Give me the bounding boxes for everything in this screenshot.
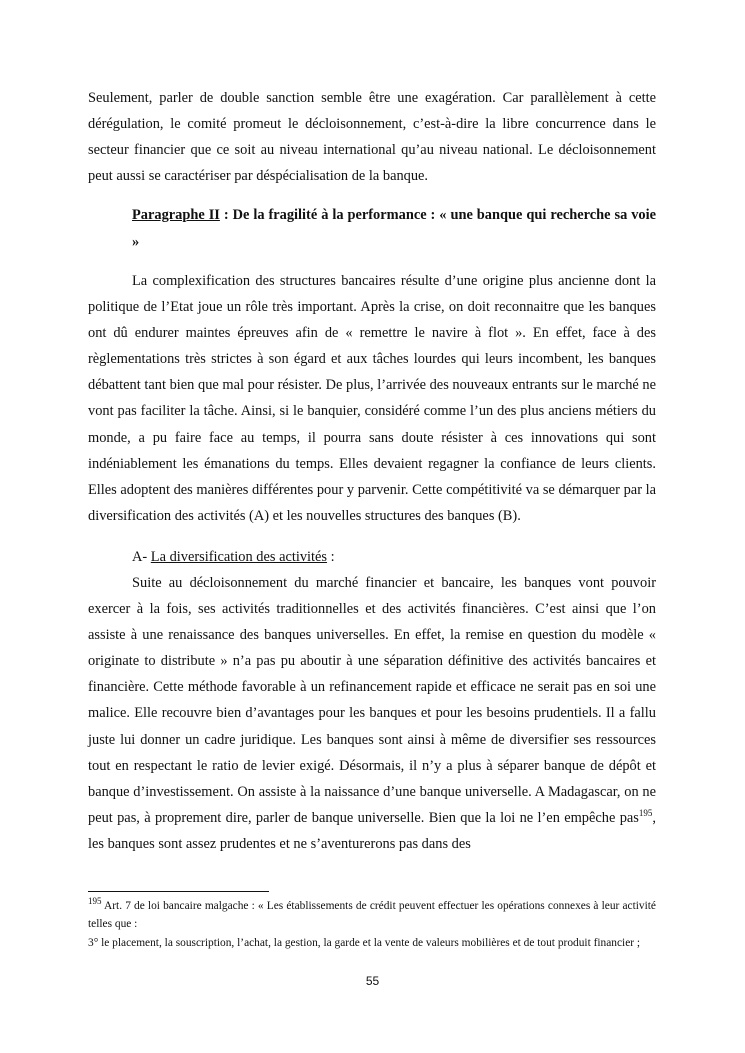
subsection-heading: [132, 544, 656, 570]
paragraph-diversification-body: Suite au décloisonnement du marché financier et bancaire, les banques vont pouvoir exercer à la fois, ses activités traditionnelles et des activités financières. C’est ainsi que l’on assiste à une renaissance des banques universelles. En effet, la remise en question du modèle « originate to distribute » n’a pas pu aboutir à une séparation définitive des activités bancaires et financière. Cette méthode favorable à un refinancement rapide et efficace ne serait pas en soi une malice. Elle recouvre bien d’avantages pour les banques et pour les besoins prudentiels. Il a fallu juste lui donner un cadre juridique. Les banques sont ainsi à même de diversifier ses ressources tout en respectant le ratio de levier exigé. Désormais, il n’y a plus à séparer banque de dépôt et banque d’investissement. On assiste à la naissance d’une banque universelle. A Madagascar, on ne peut pas, à proprement dire, parler de banque universelle. Bien que la loi ne l’en empêche pas: [88, 575, 656, 826]
footnote-number: 195: [88, 896, 102, 907]
footnote-line-1: Art. 7 de loi bancaire malgache : « Les établissements de crédit peuvent effectuer les opérations connexes à leur activité telles que :: [88, 900, 656, 931]
section-heading-title: : De la fragilité à la performance : « une banque qui recherche sa voie »: [132, 207, 656, 250]
subsection-suffix: :: [327, 549, 335, 565]
footnote-reference: 195: [638, 808, 653, 819]
subsection-prefix: A-: [132, 549, 151, 565]
paragraph-diversification-tail: , les banques sont assez prudentes et ne s’aventurerons pas dans des: [88, 809, 656, 852]
paragraph-intro: Seulement, parler de double sanction semble être une exagération. Car parallèlement à cette dérégulation, le comité promeut le décloisonnement, c’est-à-dire la libre concurrence dans le secteur financier que ce soit au niveau international qu’au niveau national. Le décloisonnement peut aussi se caractériser par déspécialisation de la banque.: [88, 90, 656, 185]
footnote-text: [88, 897, 656, 952]
paragraph-diversification: [88, 570, 656, 857]
section-heading-label: Paragraphe II: [132, 207, 220, 223]
paragraph-complexification: La complexification des structures bancaires résulte d’une origine plus ancienne dont la politique de l’Etat joue un rôle très important. Après la crise, on doit reconnaitre que les banques ont dû endurer maintes épreuves afin de « remettre le navire à flot ». En effet, face à des règlementations très strictes à son égard et aux tâches lourdes qui leurs incombent, les banques débattent tant bien que mal pour résister. De plus, l’arrivée des nouveaux entrants sur le marché ne vont pas faciliter la tâche. Ainsi, si le banquier, considéré comme l’un des plus anciens métiers du monde, a pu faire face au temps, il pourra sans doute résister à ces innovations qui sont indéniablement les émanations du temps. Elles devaient regagner la confiance de leurs clients. Elles adoptent des manières différentes pour y parvenir. Cette compétitivité va se démarquer par la diversification des activités (A) et les nouvelles structures des banques (B).: [88, 273, 656, 524]
subsection-title: La diversification des activités: [150, 549, 328, 565]
page-number: 55: [365, 974, 380, 988]
footnote-line-2: 3° le placement, la souscription, l’achat, la gestion, la garde et la vente de valeurs mobilières et de tout produit financier ;: [88, 936, 641, 949]
footnote-separator: [88, 891, 269, 892]
section-heading: [132, 202, 656, 255]
